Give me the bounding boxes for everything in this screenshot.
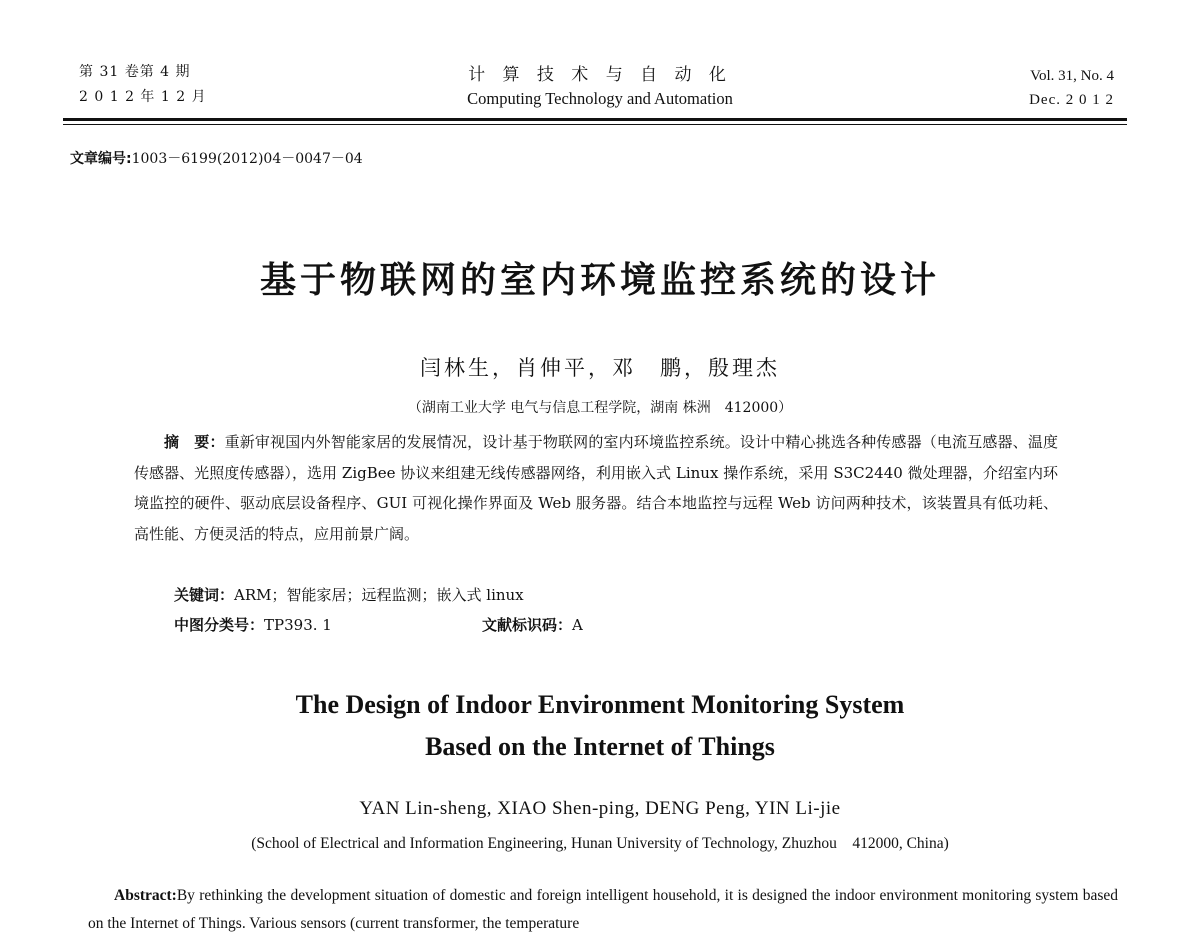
- abstract-cn-text: 重新审视国内外智能家居的发展情况，设计基于物联网的室内环境监控系统。设计中精心挑选各种传感器（电流互感器、温度传感器、光照度传感器），选用 ZigBee 协议来组建无线传感器网络，利用嵌入式 Linux 操作系统，采用 S3C2440 微处理器，介绍室内环境监控的硬件、驱动底层设备程序、GUI 可视化操作界面及 Web 服务器。结合本地监控与远程 Web 访问两种技术，该装置具有低功耗、高性能、方便灵活的特点，应用前景广阔。: [134, 433, 1058, 543]
- abstract-en-label: Abstract:: [114, 887, 177, 904]
- affiliation-cn: （湖南工业大学 电气与信息工程学院，湖南 株洲 412000）: [407, 400, 793, 416]
- affiliation-en: (School of Electrical and Information Engineering, Hunan University of Technology, Zhuzhou 412000, China): [251, 835, 949, 852]
- abstract-cn-label: 摘 要：: [164, 433, 225, 451]
- article-number-value: 1003－6199(2012)04－0047－04: [131, 151, 363, 167]
- journal-title-en: Computing Technology and Automation: [467, 89, 733, 108]
- header-rule-thick: [63, 118, 1127, 121]
- volume-issue-cn: 第 31 卷第 4 期: [79, 64, 191, 80]
- document-code-value: A: [572, 616, 583, 634]
- classification-label: 中图分类号：: [174, 616, 265, 634]
- document-code: [482, 614, 583, 635]
- keywords-label: 关键词：: [174, 586, 235, 604]
- article-number-label: 文章编号:: [70, 151, 132, 167]
- date-en: Dec. 2 0 1 2: [1029, 92, 1114, 108]
- abstract-en-text: By rethinking the development situation of domestic and foreign intelligent household, it is designed the indoor environment monitoring system based on the Internet of Things. Various sensors (current transformer, the temperature: [88, 887, 1118, 932]
- keywords: [174, 584, 524, 605]
- classification-value: TP393. 1: [264, 616, 332, 634]
- title-en-line2: Based on the Internet of Things: [425, 732, 775, 761]
- abstract-en: [88, 882, 1118, 938]
- keywords-value: ARM；智能家居；远程监测；嵌入式 linux: [234, 586, 524, 604]
- title-cn: 基于物联网的室内环境监控系统的设计: [259, 260, 940, 301]
- classification: [174, 614, 332, 635]
- document-code-label: 文献标识码：: [482, 616, 573, 634]
- header-rule-thin: [63, 124, 1127, 125]
- authors-en: YAN Lin-sheng, XIAO Shen-ping, DENG Peng, YIN Li-jie: [359, 798, 841, 819]
- journal-title-cn: 计 算 技 术 与 自 动 化: [468, 65, 732, 85]
- article-number: [70, 148, 363, 168]
- abstract-cn: [134, 427, 1058, 549]
- title-en-line1: The Design of Indoor Environment Monitoring System: [295, 690, 905, 719]
- date-cn: 2 0 1 2 年 1 2 月: [79, 89, 207, 105]
- volume-issue-en: Vol. 31, No. 4: [1030, 68, 1114, 84]
- authors-cn: 闫林生，肖伸平，邓 鹏，殷理杰: [420, 356, 780, 380]
